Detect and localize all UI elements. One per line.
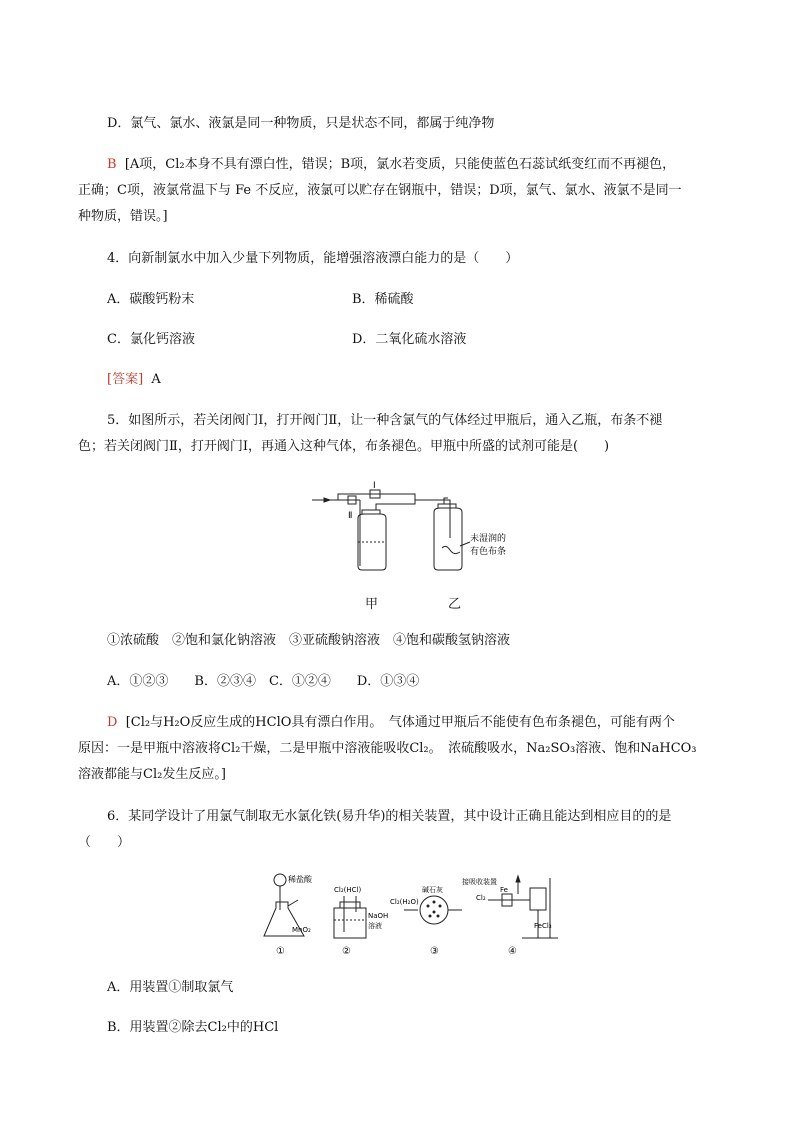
- q4-option-c: C．氯化钙溶液: [107, 332, 195, 347]
- q5-explanation-1: D [Cl₂与H₂O反应生成的HClO具有漂白作用。 气体通过甲瓶后不能使有色布条褪色，可能有两个: [107, 715, 675, 730]
- q6-cl2hcl-label: Cl₂(HCl): [334, 886, 362, 894]
- q4-option-b: B．稀硫酸: [352, 292, 414, 307]
- q6-option-a: A．用装置①制取氯气: [107, 980, 234, 995]
- q6-fe-label: Fe: [500, 886, 508, 894]
- q3-explanation-3: 种物质，错误。]: [78, 209, 168, 224]
- q5-reagents: ①浓硫酸 ②饱和氯化钠溶液 ③亚硫酸钠溶液 ④饱和碳酸氢钠溶液: [107, 633, 511, 648]
- q4-answer: [答案] A: [107, 372, 161, 387]
- q3-explanation-2: 正确；C项，液氯常温下与 Fe 不反应，液氯可以贮存在钢瓶中，错误；D项，氯气、氯水、液氯不是同一: [78, 183, 682, 198]
- q5-stem-2: 色；若关闭阀门Ⅱ，打开阀门Ⅰ，再通入这种气体，布条褪色。甲瓶中所盛的试剂可能是( ): [78, 439, 610, 454]
- q6-lime-label: 碱石灰: [422, 886, 443, 894]
- q6-fecl3-label: FeCl₃: [534, 922, 552, 930]
- q6-apparatus-figure: [262, 870, 572, 958]
- q6-stem-1: 6．某同学设计了用氯气制取无水氯化铁(易升华)的相关装置，其中设计正确且能达到相应目的的是: [107, 809, 672, 824]
- q6-naoh-label-2: 溶液: [368, 922, 382, 930]
- q6-hcl-label: 稀盐酸: [288, 875, 312, 884]
- q3-answer-letter: B: [107, 157, 117, 172]
- q3-option-d: D．氯气、氯水、液氯是同一种物质，只是状态不同，都属于纯净物: [107, 116, 495, 131]
- valve-1-label: Ⅰ: [373, 481, 376, 491]
- q6-label-3: ③: [430, 946, 439, 957]
- q6-label-1: ①: [276, 946, 285, 957]
- q6-absorb-label: 接吸收装置: [462, 878, 497, 886]
- valve-2-label: Ⅱ: [348, 511, 353, 521]
- q6-label-4: ④: [508, 946, 517, 957]
- q4-option-d: D．二氧化硫水溶液: [352, 332, 467, 347]
- bottle-yi-label: 乙: [448, 597, 462, 612]
- q5-apparatus-figure: [310, 478, 520, 574]
- q6-naoh-label-1: NaOH: [368, 912, 389, 920]
- q6-label-2: ②: [342, 946, 351, 957]
- q3-explanation-1: B [A项，Cl₂本身不具有漂白性，错误；B项，氯水若变质，只能使蓝色石蕊试纸变红而不再褪色，: [107, 157, 676, 172]
- cloth-label-2: 有色布条: [470, 547, 507, 557]
- q5-answer-letter: D: [107, 715, 118, 730]
- q5-stem-1: 5．如图所示，若关闭阀门Ⅰ，打开阀门Ⅱ，让一种含氯气的气体经过甲瓶后，通入乙瓶，布条不褪: [107, 413, 663, 428]
- q6-option-b: B．用装置②除去Cl₂中的HCl: [107, 1020, 279, 1035]
- cloth-label-1: 未湿润的: [470, 534, 507, 544]
- q6-cl2-label: Cl₂: [476, 894, 486, 902]
- q5-explanation-2: 原因：一是甲瓶中溶液将Cl₂干燥，二是甲瓶中溶液能吸收Cl₂。 浓硫酸吸水，Na₂SO₃溶液、饱和NaHCO₃: [78, 741, 697, 756]
- q5-explanation-3: 溶液都能与Cl₂发生反应。]: [78, 767, 226, 782]
- q5-choices: A．①②③ B．②③④ C．①②④ D．①③④: [107, 674, 420, 689]
- q6-cl2h2o-label: Cl₂(H₂O): [390, 898, 419, 906]
- q4-stem: 4．向新制氯水中加入少量下列物质，能增强溶液漂白能力的是（ ）: [107, 251, 519, 266]
- q6-stem-2: （ ）: [78, 835, 131, 850]
- q4-option-a: A．碳酸钙粉末: [107, 292, 195, 307]
- q6-mno2-label: MnO₂: [292, 926, 311, 934]
- q4-answer-tag: [答案]: [107, 372, 144, 387]
- bottle-jia-label: 甲: [365, 597, 379, 612]
